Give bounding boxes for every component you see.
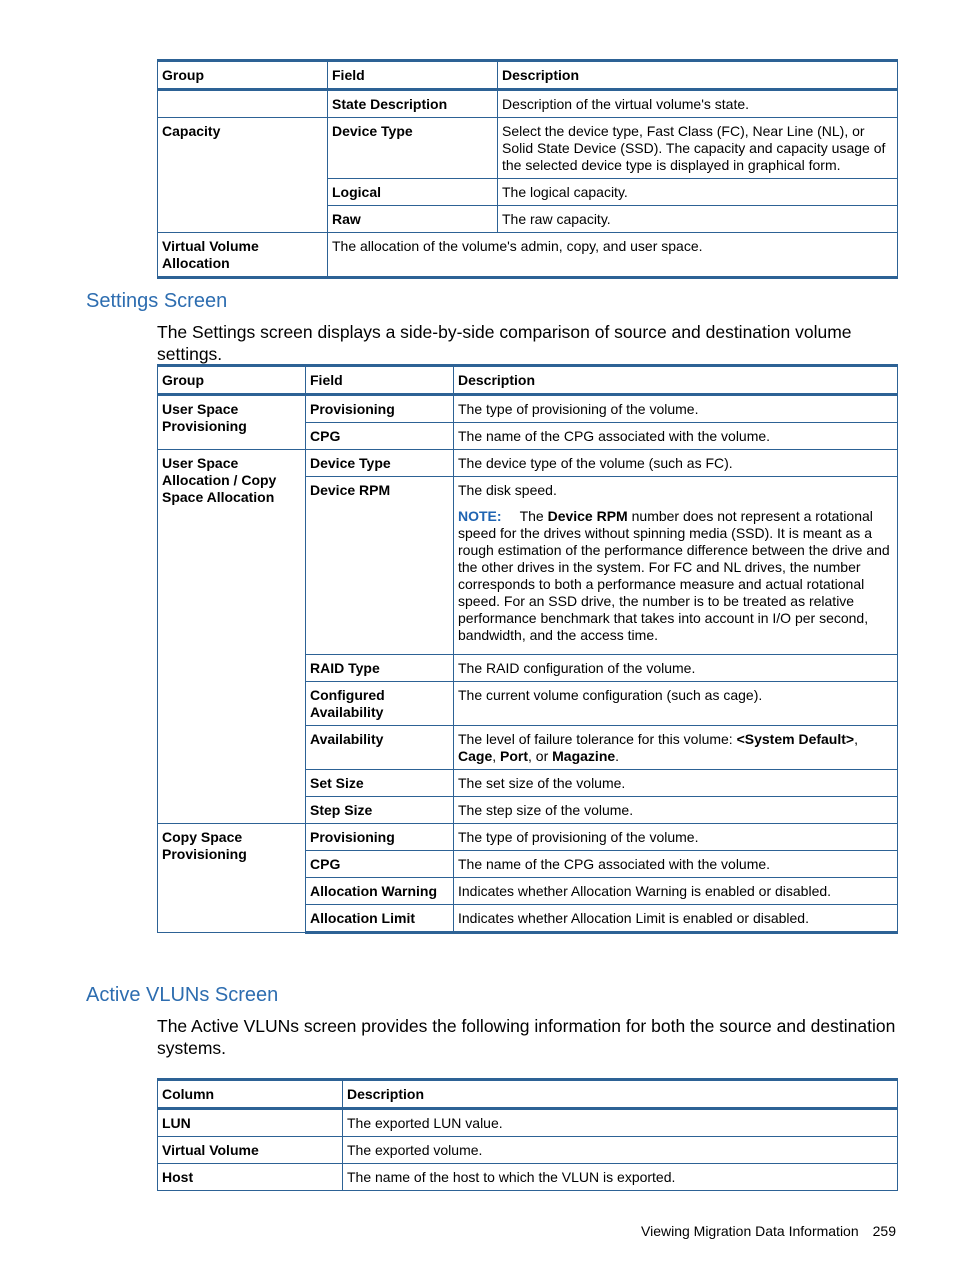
settings-screen-heading: Settings Screen xyxy=(86,290,228,312)
separator: , or xyxy=(528,748,549,764)
group-cell: Copy Space Provisioning xyxy=(158,824,306,933)
description-cell: The name of the host to which the VLUN is exported. xyxy=(343,1164,898,1191)
active-vluns-intro-paragraph: The Active VLUNs screen provides the following information for both the source and destination systems. xyxy=(157,1016,896,1058)
footer-title: Viewing Migration Data Information xyxy=(641,1223,859,1239)
active-vluns-table xyxy=(157,1078,898,1191)
field-cell: RAID Type xyxy=(306,655,454,682)
field-cell: Configured Availability xyxy=(306,682,454,726)
group-cell: Virtual Volume Allocation xyxy=(158,233,328,278)
description-cell: Indicates whether Allocation Limit is enabled or disabled. xyxy=(454,905,898,933)
field-cell: CPG xyxy=(306,423,454,450)
field-cell: Raw xyxy=(328,206,498,233)
table-row xyxy=(158,118,898,179)
column-header: Column xyxy=(158,1080,343,1109)
description-cell: The device type of the volume (such as FC). xyxy=(454,450,898,477)
description-text: The level of failure tolerance for this volume: xyxy=(458,731,733,747)
field-cell: Device Type xyxy=(328,118,498,179)
volume-details-table xyxy=(157,59,898,279)
option-port: Port xyxy=(500,748,529,764)
field-cell: Set Size xyxy=(306,770,454,797)
description-text: The disk speed. xyxy=(458,482,557,498)
group-cell xyxy=(158,90,328,118)
description-cell: The current volume configuration (such as cage). xyxy=(454,682,898,726)
field-cell: Logical xyxy=(328,179,498,206)
note-text-bold: Device RPM xyxy=(547,508,628,524)
separator: , xyxy=(854,731,858,747)
column-header: Group xyxy=(158,61,328,90)
table-header-row xyxy=(158,61,898,90)
description-cell: The type of provisioning of the volume. xyxy=(454,395,898,423)
table-row xyxy=(158,1137,898,1164)
table-row xyxy=(158,395,898,423)
description-cell: The exported LUN value. xyxy=(343,1109,898,1137)
field-cell: Allocation Warning xyxy=(306,878,454,905)
description-cell: The step size of the volume. xyxy=(454,797,898,824)
group-cell: User Space Provisioning xyxy=(158,395,306,450)
option-cage: Cage xyxy=(458,748,493,764)
description-cell: The logical capacity. xyxy=(498,179,898,206)
table-row xyxy=(158,824,898,851)
description-cell: Indicates whether Allocation Warning is enabled or disabled. xyxy=(454,878,898,905)
table-header-row xyxy=(158,1080,898,1109)
table-row xyxy=(158,90,898,118)
column-header: Field xyxy=(306,366,454,395)
field-cell: Provisioning xyxy=(306,395,454,423)
settings-table xyxy=(157,364,898,934)
field-cell: CPG xyxy=(306,851,454,878)
note-label: NOTE: xyxy=(458,508,502,524)
column-cell: LUN xyxy=(158,1109,343,1137)
column-header: Field xyxy=(328,61,498,90)
description-cell xyxy=(454,477,898,655)
field-cell: State Description xyxy=(328,90,498,118)
description-cell: The exported volume. xyxy=(343,1137,898,1164)
settings-intro-paragraph: The Settings screen displays a side-by-side comparison of source and destination volume settings. xyxy=(157,322,852,364)
description-cell: The set size of the volume. xyxy=(454,770,898,797)
option-system-default: <System Default> xyxy=(736,731,855,747)
description-cell: The name of the CPG associated with the volume. xyxy=(454,423,898,450)
field-cell: Provisioning xyxy=(306,824,454,851)
description-cell: The RAID configuration of the volume. xyxy=(454,655,898,682)
description-cell: Select the device type, Fast Class (FC), Near Line (NL), or Solid State Device (SSD). The capacity and capacity usage of the selected device type is displayed in graphical form. xyxy=(498,118,898,179)
column-cell: Host xyxy=(158,1164,343,1191)
table-row xyxy=(158,1164,898,1191)
field-cell: Availability xyxy=(306,726,454,770)
separator: , xyxy=(492,748,497,764)
field-cell: Step Size xyxy=(306,797,454,824)
field-cell: Device RPM xyxy=(306,477,454,655)
description-cell: The allocation of the volume's admin, copy, and user space. xyxy=(328,233,898,278)
group-cell: User Space Allocation / Copy Space Allocation xyxy=(158,450,306,824)
table-row xyxy=(158,1109,898,1137)
table-row xyxy=(158,233,898,278)
page-number: 259 xyxy=(872,1223,896,1239)
field-cell: Device Type xyxy=(306,450,454,477)
description-cell: The name of the CPG associated with the volume. xyxy=(454,851,898,878)
description-cell: The raw capacity. xyxy=(498,206,898,233)
column-header: Description xyxy=(343,1080,898,1109)
column-header: Group xyxy=(158,366,306,395)
table-header-row xyxy=(158,366,898,395)
column-cell: Virtual Volume xyxy=(158,1137,343,1164)
active-vluns-heading: Active VLUNs Screen xyxy=(86,984,279,1006)
table-row xyxy=(158,450,898,477)
note-text-pre: The xyxy=(519,508,544,524)
description-cell xyxy=(454,726,898,770)
separator: . xyxy=(615,748,620,764)
description-cell: Description of the virtual volume's state. xyxy=(498,90,898,118)
description-cell: The type of provisioning of the volume. xyxy=(454,824,898,851)
option-magazine: Magazine xyxy=(552,748,616,764)
note-block xyxy=(458,508,893,644)
page-footer xyxy=(641,1223,896,1239)
column-header: Description xyxy=(454,366,898,395)
note-text-post: number does not represent a rotational speed for the drives without spinning media (SSD). It is meant as a rough estimation of the performance difference between the drive and the other drives in the system. For FC and NL drives, the number corresponds to both a performance measure and actual rotational speed. For an SSD drive, the number is to be treated as relative performance benchmark that takes into account in I/O per second, bandwidth, and the access time. xyxy=(458,508,890,643)
column-header: Description xyxy=(498,61,898,90)
field-cell: Allocation Limit xyxy=(306,905,454,933)
group-cell: Capacity xyxy=(158,118,328,233)
